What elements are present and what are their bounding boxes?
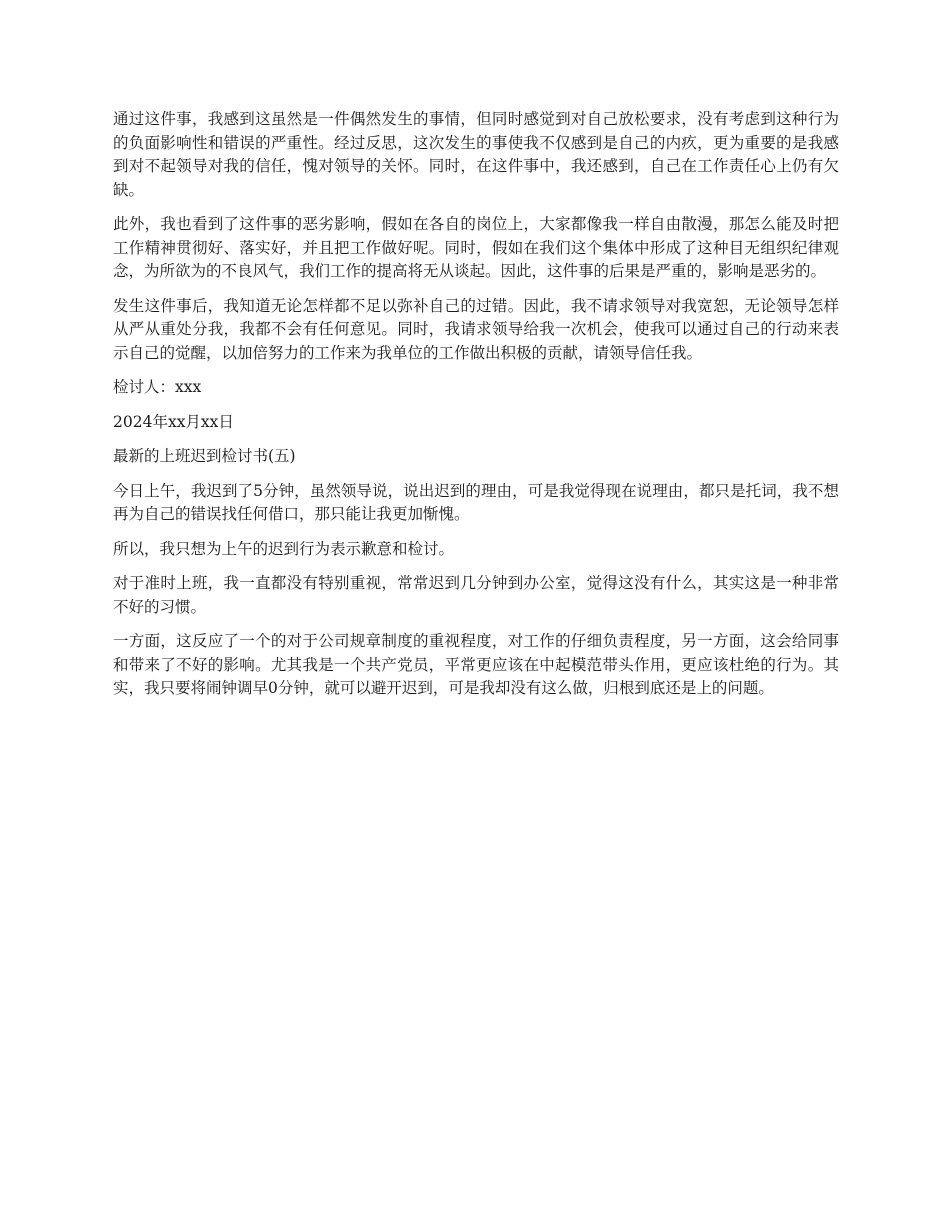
paragraph-apology: 所以，我只想为上午的迟到行为表示歉意和检讨。	[113, 539, 455, 558]
paragraph-consequences: 一方面，这反应了一个的对于公司规章制度的重视程度，对工作的仔细负责程度，另一方面，这会给同事和带来了不好的影响。尤其我是一个共产党员，平常更应该在中起模范带头作用，更应该杜绝的行为。其实，我只要将闹钟调早0分钟，就可以避开迟到，可是我却没有这么做，归根到底还是上的问题。	[113, 632, 839, 697]
paragraph-late-morning: 今日上午，我迟到了5分钟，虽然领导说，说出迟到的理由，可是我觉得现在说理由，都只是托词，我不想再为自己的错误找任何借口，那只能让我更加惭愧。	[113, 481, 839, 523]
paragraph-habit: 对于准时上班，我一直都没有特别重视，常常迟到几分钟到办公室，觉得这没有什么，其实这是一种非常不好的习惯。	[113, 574, 839, 616]
document-page	[113, 108, 839, 712]
paragraph-impact: 此外，我也看到了这件事的恶劣影响，假如在各自的岗位上，大家都像我一样自由散漫，那怎么能及时把工作精神贯彻好、落实好，并且把工作做好呢。同时，假如在我们这个集体中形成了这种目无组织纪律观念，为所欲为的不良风气，我们工作的提高将无从谈起。因此，这件事的后果是严重的，影响是恶劣的。	[113, 215, 839, 280]
paragraph-request: 发生这件事后，我知道无论怎样都不足以弥补自己的过错。因此，我不请求领导对我宽恕，无论领导怎样从严从重处分我，我都不会有任何意见。同时，我请求领导给我一次机会，使我可以通过自己的行动来表示自己的觉醒，以加倍努力的工作来为我单位的工作做出积极的贡献，请领导信任我。	[113, 296, 839, 362]
date-line: 2024年xx月xx日	[113, 412, 234, 431]
signature-line: 检讨人：xxx	[113, 378, 202, 396]
section-title: 最新的上班迟到检讨书(五)	[113, 447, 296, 465]
paragraph-reflection: 通过这件事，我感到这虽然是一件偶然发生的事情，但同时感觉到对自己放松要求，没有考虑到这种行为的负面影响性和错误的严重性。经过反思，这次发生的事使我不仅感到是自己的内疚，更为重要的是我感到对不起领导对我的信任，愧对领导的关怀。同时，在这件事中，我还感到，自己在工作责任心上仍有欠缺。	[113, 110, 839, 199]
